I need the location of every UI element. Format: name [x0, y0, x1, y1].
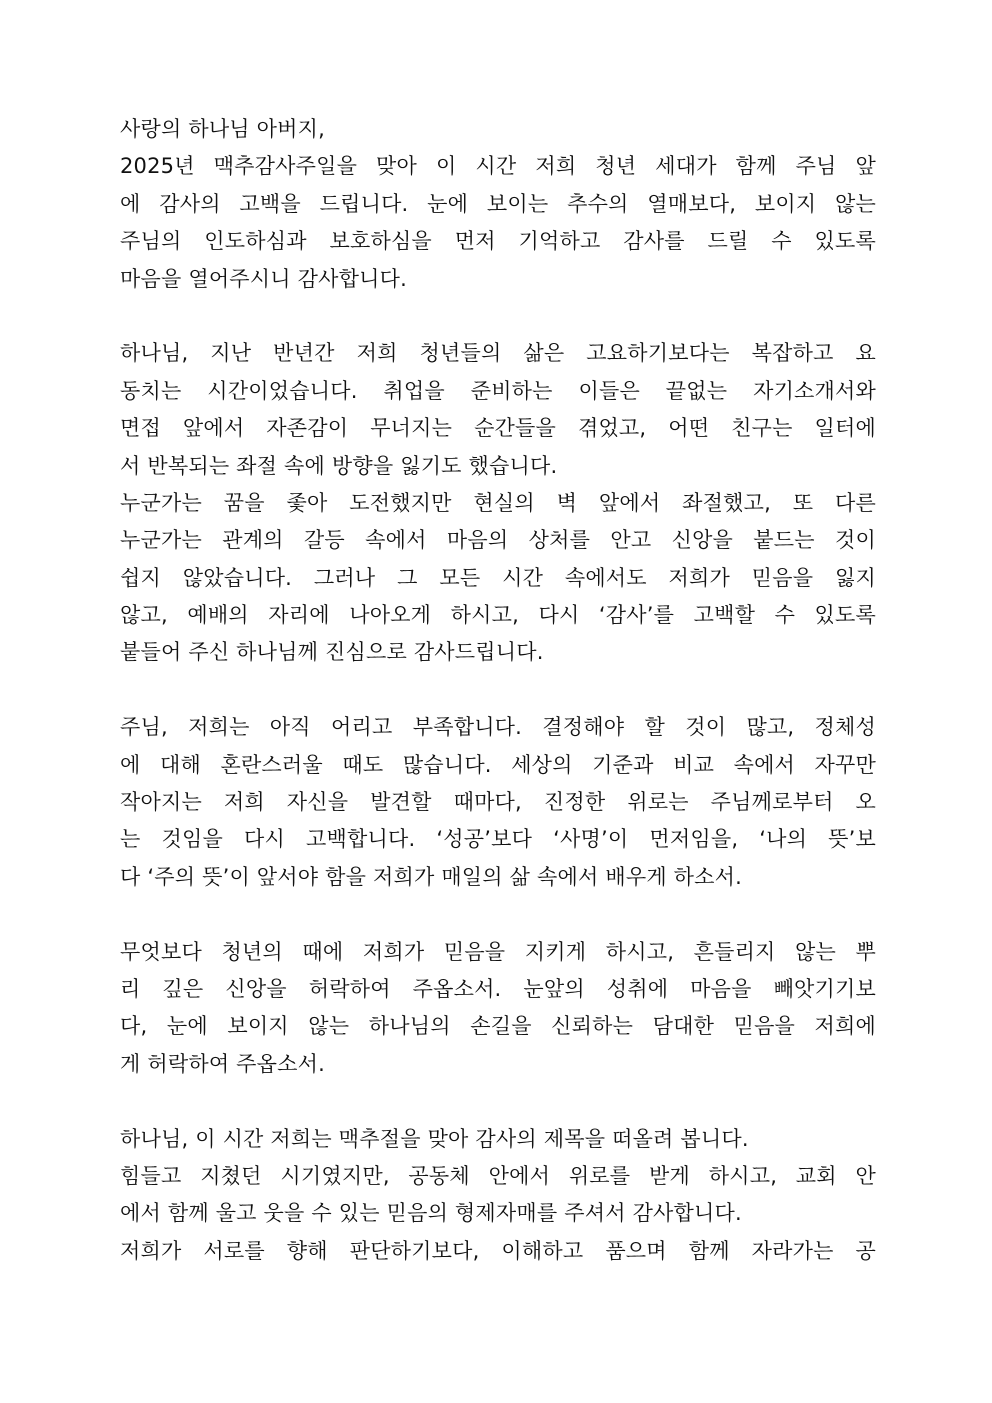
text-line: 않고, 예배의 자리에 나아오게 하시고, 다시 ‘감사’를 고백할 수 있도록	[120, 603, 876, 628]
paragraph	[120, 1233, 876, 1270]
text-line: 마음을 열어주시니 감사합니다.	[120, 266, 407, 291]
document-page	[120, 111, 876, 1270]
text-line: 동치는 시간이었습니다. 취업을 준비하는 이들은 끝없는 자기소개서와	[120, 378, 876, 403]
paragraph	[120, 934, 876, 1084]
text-line: 누군가는 관계의 갈등 속에서 마음의 상처를 안고 신앙을 붙드는 것이	[120, 528, 876, 553]
text-line: 사랑의 하나님 아버지,	[120, 117, 325, 141]
text-line: 주님, 저희는 아직 어리고 부족합니다. 결정해야 할 것이 많고, 정체성	[120, 715, 876, 740]
text-line: 에 대해 혼란스러울 때도 많습니다. 세상의 기준과 비교 속에서 자꾸만	[120, 752, 876, 777]
text-line: 붙들어 주신 하나님께 진심으로 감사드립니다.	[120, 640, 544, 665]
paragraph	[120, 709, 876, 896]
text-line: 작아지는 저희 자신을 발견할 때마다, 진정한 위로는 주님께로부터 오	[120, 790, 876, 815]
text-line: 쉽지 않았습니다. 그러나 그 모든 시간 속에서도 저희가 믿음을 잃지	[120, 565, 876, 590]
paragraph	[120, 335, 876, 485]
paragraph	[120, 485, 876, 672]
text-line: 저희가 서로를 향해 판단하기보다, 이해하고 품으며 함께 자라가는 공	[120, 1238, 876, 1263]
text-line: 게 허락하여 주옵소서.	[120, 1051, 325, 1076]
text-line: 는 것임을 다시 고백합니다. ‘성공’보다 ‘사명’이 먼저임을, ‘나의 뜻’보	[120, 827, 876, 852]
text-line: 면접 앞에서 자존감이 무너지는 순간들을 겪었고, 어떤 친구는 일터에	[120, 416, 876, 441]
text-line: 무엇보다 청년의 때에 저희가 믿음을 지키게 하시고, 흔들리지 않는 뿌	[120, 939, 876, 964]
text-line: 에 감사의 고백을 드립니다. 눈에 보이는 추수의 열매보다, 보이지 않는	[120, 191, 876, 216]
paragraph-gap	[120, 896, 876, 933]
text-line: 에서 함께 울고 웃을 수 있는 믿음의 형제자매를 주셔서 감사합니다.	[120, 1201, 742, 1226]
text-line: 2025년 맥추감사주일을 맞아 이 시간 저희 청년 세대가 함께 주님 앞	[120, 154, 876, 179]
paragraph	[120, 148, 876, 298]
paragraph-gap	[120, 298, 876, 335]
paragraph-gap	[120, 672, 876, 709]
text-line: 다, 눈에 보이지 않는 하나님의 손길을 신뢰하는 담대한 믿음을 저희에	[120, 1014, 876, 1039]
text-line: 주님의 인도하심과 보호하심을 먼저 기억하고 감사를 드릴 수 있도록	[120, 229, 876, 254]
text-line: 다 ‘주의 뜻’이 앞서야 함을 저희가 매일의 삶 속에서 배우게 하소서.	[120, 864, 743, 889]
text-line: 하나님, 이 시간 저희는 맥추절을 맞아 감사의 제목을 떠올려 봅니다.	[120, 1126, 749, 1151]
text-line: 리 깊은 신앙을 허락하여 주옵소서. 눈앞의 성취에 마음을 빼앗기기보	[120, 976, 876, 1001]
paragraph-gap	[120, 1083, 876, 1120]
text-line: 힘들고 지쳤던 시기였지만, 공동체 안에서 위로를 받게 하시고, 교회 안	[120, 1163, 876, 1188]
paragraph	[120, 1158, 876, 1233]
text-line: 서 반복되는 좌절 속에 방향을 잃기도 했습니다.	[120, 453, 558, 478]
text-line: 누군가는 꿈을 좇아 도전했지만 현실의 벽 앞에서 좌절했고, 또 다른	[120, 490, 876, 515]
paragraph	[120, 1121, 876, 1158]
text-line: 하나님, 지난 반년간 저희 청년들의 삶은 고요하기보다는 복잡하고 요	[120, 341, 876, 366]
paragraph	[120, 111, 876, 148]
